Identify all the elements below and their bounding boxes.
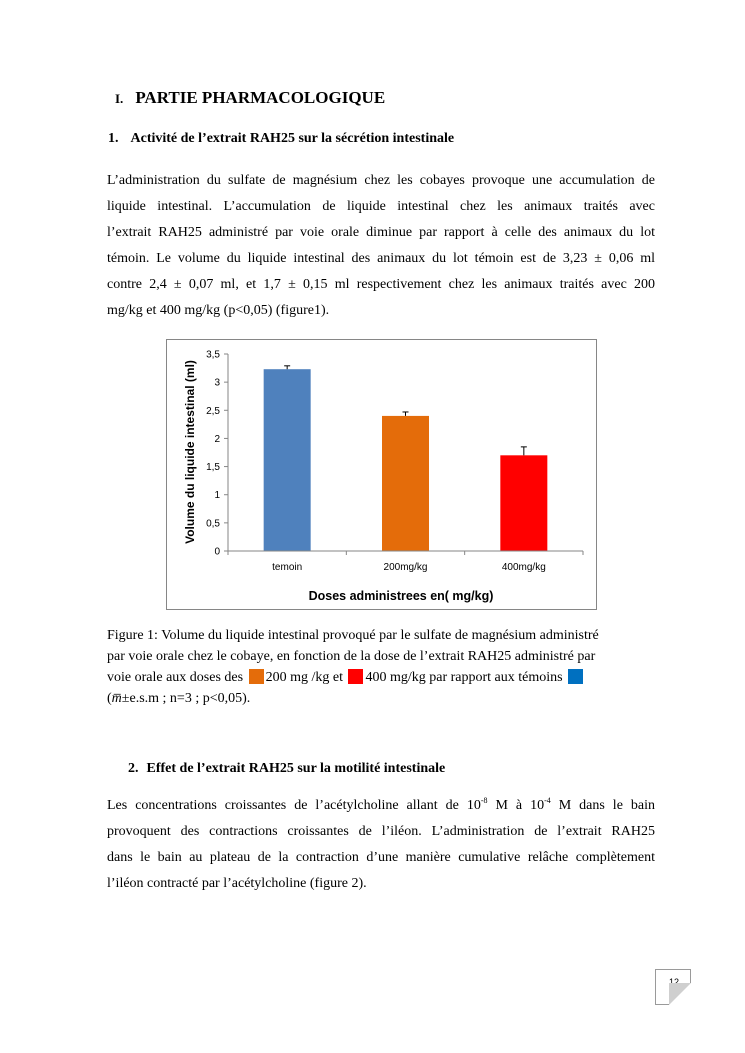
subsection-2-heading [128,761,445,777]
caption-line: Figure 1: Volume du liquide intestinal provoqué par le sulfate de magnésium administré [107,628,599,643]
y-axis [206,350,228,558]
section-heading [115,88,385,108]
bar-chart [167,340,598,611]
y-tick-label: 2,5 [206,405,220,417]
caption-text: ±e.s.m ; n=3 ; p<0,05). [121,691,251,706]
swatch-temoin [568,669,583,684]
exponent: -8 [480,796,488,805]
y-tick-label: 3 [214,377,220,389]
paragraph-1-line: mg/kg et 400 mg/kg (p<0,05) (figure1). [107,303,330,318]
page-corner-fold [669,983,691,1005]
caption-text: voie orale aux doses des [107,670,244,685]
bars [264,366,548,551]
section-number: I. [115,91,124,106]
page-number: 12 [668,977,679,987]
paragraph-2-text: M à 10 [487,798,545,813]
paragraph-1-line: liquide intestinal. L’accumulation de liquide intestinal chez les animaux traités avec [107,199,655,214]
subsection-1-title: Activité de l’extrait RAH25 sur la sécrétion intestinale [130,131,455,146]
paragraph-1-line: l’extrait RAH25 administré par voie orale diminue par rapport à celle des animaux du lot [107,225,655,240]
swatch-400mg [348,669,363,684]
caption-mean-symbol: m̅ [111,691,122,706]
x-axis [228,551,583,573]
x-tick-label: 400mg/kg [501,562,546,573]
page-number-box [655,969,691,1005]
paragraph-2-line: l’iléon contracté par l’acétylcholine (figure 2). [107,876,367,891]
paragraph-2-line [107,793,655,819]
y-tick-label: 0 [214,546,220,558]
subsection-1-number: 1. [108,131,119,146]
caption-line: (m̅±e.s.m ; n=3 ; p<0,05). [107,691,251,706]
swatch-200mg [249,669,264,684]
figure-1-caption [107,625,655,709]
subsection-2-number: 2. [128,761,139,776]
exponent: -4 [544,796,551,805]
paragraph-1-line: témoin. Le volume du liquide intestinal des animaux du lot témoin est de 3,23 ± 0,06 ml [107,251,655,266]
paragraph-1-line: contre 2,4 ± 0,07 ml, et 1,7 ± 0,15 ml respectivement chez les animaux traités avec 200 [107,277,655,292]
x-axis-title: Doses administrees en( mg/kg) [308,589,494,603]
paragraph-2-text: M dans le bain [550,798,655,813]
paragraph-2-line: dans le bain au plateau de la contraction d’une manière cumulative relâche complètement [107,850,655,865]
x-tick-label: temoin [272,562,303,573]
y-axis-title: Volume du liquide intestinal (ml) [183,360,197,544]
x-tick-label: 200mg/kg [383,562,428,573]
paragraph-1 [107,168,655,324]
y-tick-label: 0,5 [206,518,220,530]
figure-1-chart [166,339,597,610]
section-title: PARTIE PHARMACOLOGIQUE [135,88,386,107]
y-tick-label: 1 [214,490,220,502]
caption-line: par voie orale chez le cobaye, en fonction de la dose de l’extrait RAH25 administré par [107,649,596,664]
caption-line [107,667,655,688]
caption-text: 400 mg/kg par rapport aux témoins [365,670,563,685]
subsection-1-heading [108,131,454,147]
paragraph-2 [107,793,655,897]
paragraph-1-line: L’administration du sulfate de magnésium chez les cobayes provoque une accumulation de [107,173,655,188]
y-tick-label: 2 [214,433,220,445]
subsection-2-title: Effet de l’extrait RAH25 sur la motilité intestinale [146,761,446,776]
y-tick-label: 1,5 [206,462,220,474]
bar [382,416,429,551]
paragraph-2-text: Les concentrations croissantes de l’acétylcholine allant de 10 [107,798,481,813]
bar [500,455,547,551]
caption-text: 200 mg /kg et [265,670,343,685]
paragraph-2-line: provoquent des contractions croissantes de l’iléon. L’administration de l’extrait RAH25 [107,824,655,839]
bar [264,369,311,551]
y-tick-label: 3,5 [206,349,220,361]
